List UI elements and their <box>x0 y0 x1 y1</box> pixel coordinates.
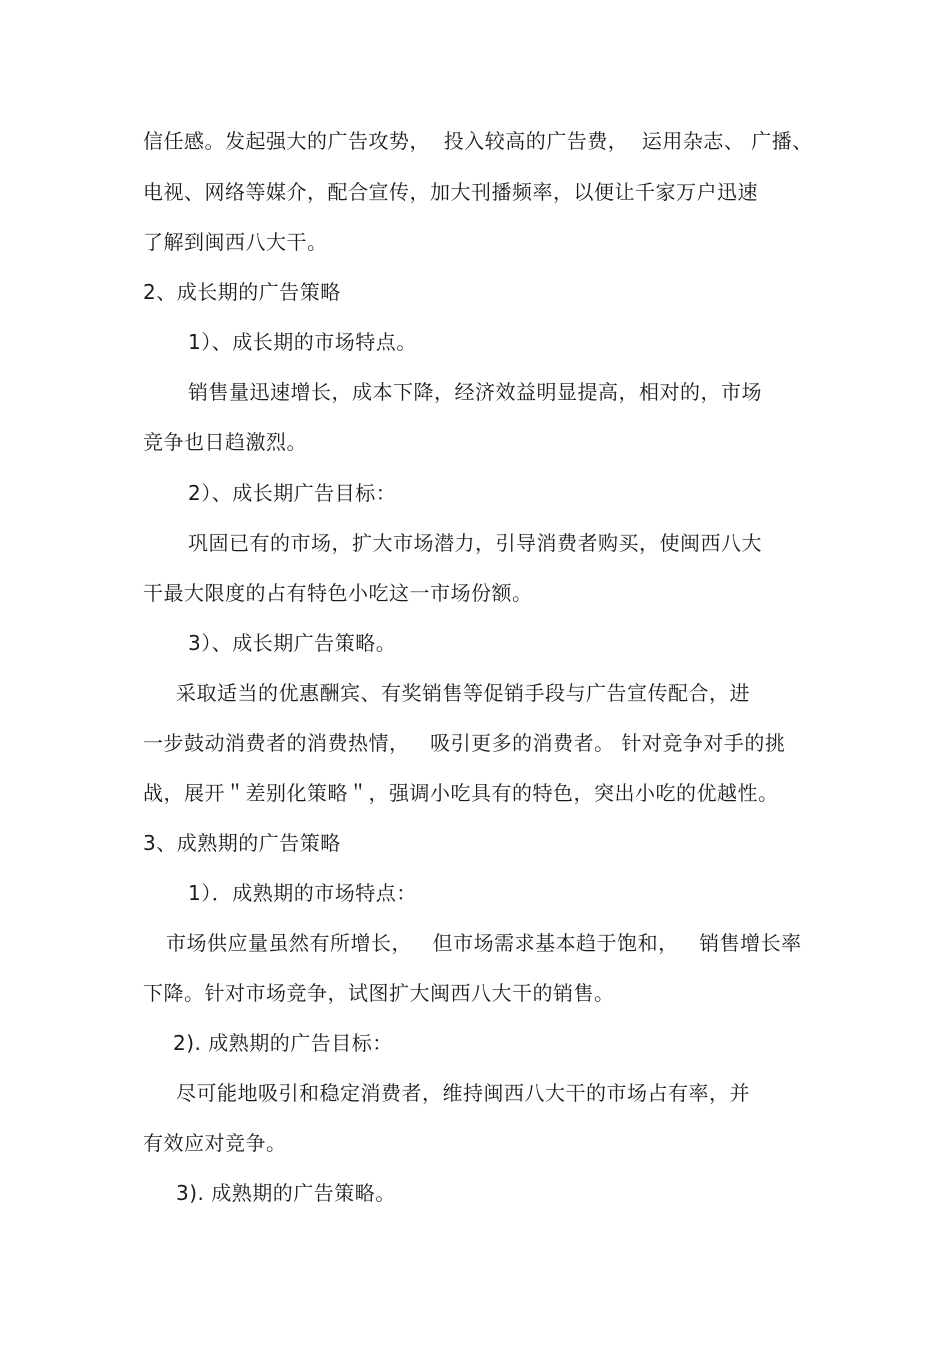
text-line-13: 一步鼓动消费者的消费热情， 吸引更多的消费者。 针对竞争对手的挑 <box>143 731 786 755</box>
text-line-14: 战，展开＂差别化策略＂，强调小吃具有的特色，突出小吃的优越性。 <box>143 781 779 805</box>
text-line-21: 有效应对竞争。 <box>143 1131 287 1155</box>
subheading-growth-3: 3）、成长期广告策略。 <box>188 631 397 655</box>
text-line-20: 尽可能地吸引和稳定消费者，维持闽西八大干的市场占有率，并 <box>176 1081 750 1105</box>
subheading-mature-1: 1）．成熟期的市场特点： <box>188 881 417 905</box>
subheading-mature-3: 3). 成熟期的广告策略。 <box>176 1181 396 1205</box>
text-line-10: 干最大限度的占有特色小吃这一市场份额。 <box>143 581 533 605</box>
text-line-7: 竞争也日趋激烈。 <box>143 430 307 454</box>
text-line-9: 巩固已有的市场，扩大市场潜力，引导消费者购买，使闽西八大 <box>188 531 762 555</box>
section-heading-mature: 3、成熟期的广告策略 <box>143 831 341 855</box>
subheading-mature-2: 2). 成熟期的广告目标： <box>173 1031 393 1055</box>
text-line-1: 信任感。发起强大的广告攻势， 投入较高的广告费， 运用杂志、 广播、 <box>143 129 813 153</box>
text-line-18: 下降。针对市场竞争，试图扩大闽西八大干的销售。 <box>143 981 615 1005</box>
subheading-growth-2: 2）、成长期广告目标： <box>188 481 397 505</box>
text-line-6: 销售量迅速增长，成本下降，经济效益明显提高，相对的，市场 <box>188 380 762 404</box>
subheading-growth-1: 1）、成长期的市场特点。 <box>188 330 417 354</box>
text-line-12: 采取适当的优惠酬宾、有奖销售等促销手段与广告宣传配合，进 <box>176 681 750 705</box>
section-heading-growth: 2、成长期的广告策略 <box>143 280 341 304</box>
text-line-3: 了解到闽西八大干。 <box>143 230 328 254</box>
text-line-17: 市场供应量虽然有所增长， 但市场需求基本趋于饱和， 销售增长率 <box>166 931 802 955</box>
text-line-2: 电视、网络等媒介，配合宣传，加大刊播频率，以便让千家万户迅速 <box>143 180 758 204</box>
